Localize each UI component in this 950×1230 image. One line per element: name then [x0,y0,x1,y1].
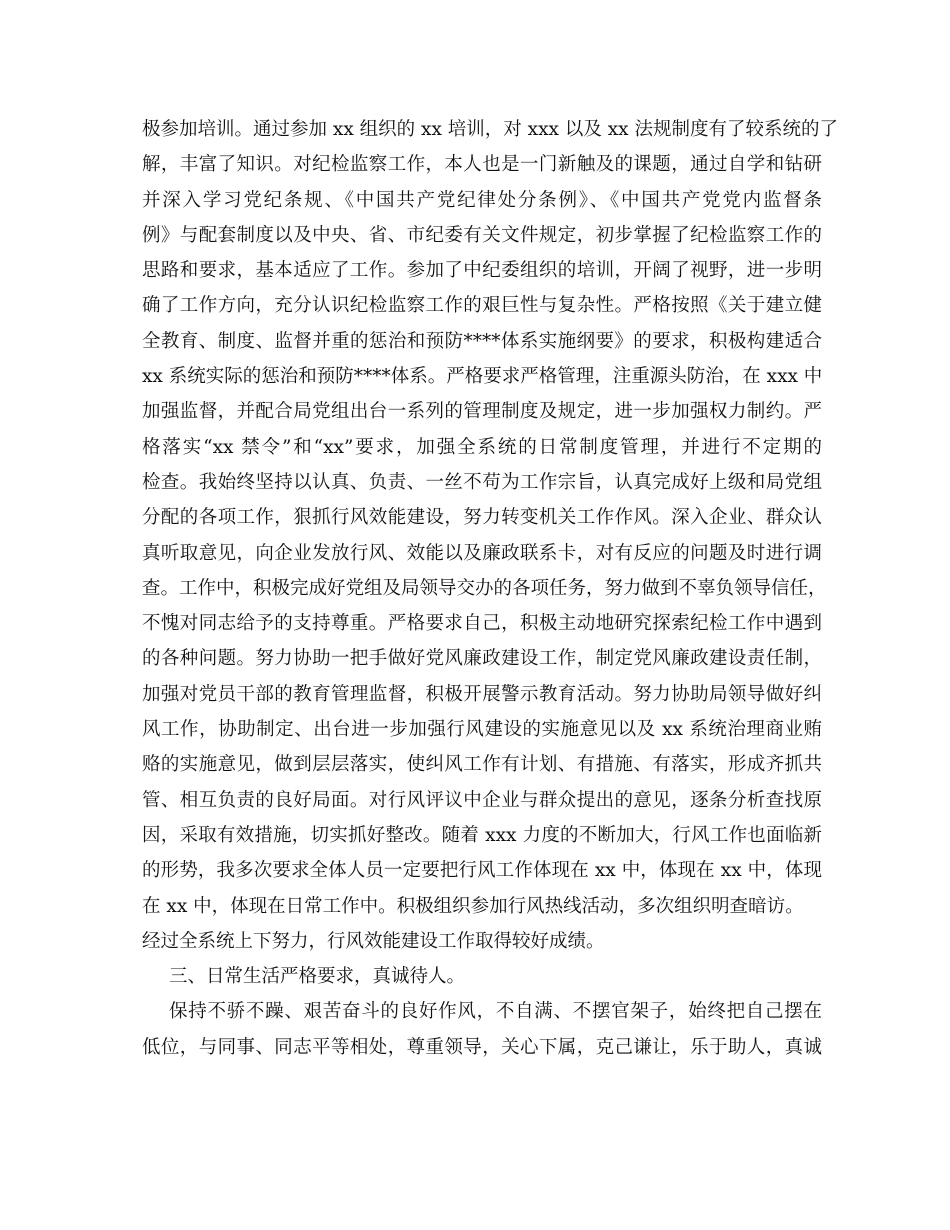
text-line: 加强对党员干部的教育管理监督，积极开展警示教育活动。努力协助局领导做好纠 [142,683,822,705]
body-text [142,112,838,1065]
text-line: 并深入学习党纪条规、《中国共产党纪律处分条例》、《中国共产党党内监督条 [142,189,822,211]
paragraph-end-line: 经过全系统上下努力，行风效能建设工作取得较好成绩。 [142,930,605,952]
text-line: 不愧对同志给予的支持尊重。严格要求自己，积极主动地研究探索纪检工作中遇到 [142,613,822,635]
section-heading: 三、日常生活严格要求，真诚待人。 [169,966,466,988]
text-line: 确了工作方向，充分认识纪检监察工作的艰巨性与复杂性。严格按照《关于建立健 [142,295,822,317]
text-line: 例》与配套制度以及中央、省、市纪委有关文件规定，初步掌握了纪检监察工作的 [142,224,822,246]
text-line: 因，采取有效措施，切实抓好整改。随着 xxx 力度的不断加大，行风工作也面临新 [142,824,822,846]
text-line: xx 系统实际的惩治和预防****体系。严格要求严格管理，注重源头防治，在 xxx 中 [142,366,823,388]
text-line: 分配的各项工作，狠抓行风效能建设，努力转变机关工作作风。深入企业、群众认 [142,507,822,529]
text-line: 在 xx 中，体现在日常工作中。积极组织参加行风热线活动，多次组织明查暗访。 [142,895,804,917]
text-line: 真听取意见，向企业发放行风、效能以及廉政联系卡，对有反应的问题及时进行调 [142,542,822,564]
text-line: 低位，与同事、同志平等相处，尊重领导，关心下属，克己谦让，乐于助人，真诚 [142,1036,822,1058]
text-line: 风工作，协助制定、出台进一步加强行风建设的实施意见以及 xx 系统治理商业贿 [142,719,822,741]
text-line: 的各种问题。努力协助一把手做好党风廉政建设工作，制定党风廉政建设责任制， [142,648,822,670]
text-line: 保持不骄不躁、艰苦奋斗的良好作风，不自满、不摆官架子，始终把自己摆在 [169,1001,822,1023]
text-line: 查。工作中，积极完成好党组及局领导交办的各项任务，努力做到不辜负领导信任， [142,577,827,599]
text-line: 赂的实施意见，做到层层落实，使纠风工作有计划、有措施、有落实，形成齐抓共 [142,754,822,776]
text-line: 管、相互负责的良好局面。对行风评议中企业与群众提出的意见，逐条分析查找原 [142,789,822,811]
text-line: 全教育、制度、监督并重的惩治和预防****体系实施纲要》的要求，积极构建适合 [142,330,822,352]
text-line: 检查。我始终坚持以认真、负责、一丝不苟为工作宗旨，认真完成好上级和局党组 [142,471,822,493]
text-line: 加强监督，并配合局党组出台一系列的管理制度及规定，进一步加强权力制约。严 [142,401,822,423]
text-line: 思路和要求，基本适应了工作。参加了中纪委组织的培训，开阔了视野，进一步明 [142,260,822,282]
text-line: 解，丰富了知识。对纪检监察工作，本人也是一门新触及的课题，通过自学和钻研 [142,154,822,176]
text-line: 的形势，我多次要求全体人员一定要把行风工作体现在 xx 中，体现在 xx 中，体现 [142,860,822,882]
text-line: 极参加培训。通过参加 xx 组织的 xx 培训，对 xxx 以及 xx 法规制度有了较系统的了 [142,119,838,140]
text-line: 格落实“xx 禁令”和“xx”要求，加强全系统的日常制度管理，并进行不定期的 [142,436,822,458]
